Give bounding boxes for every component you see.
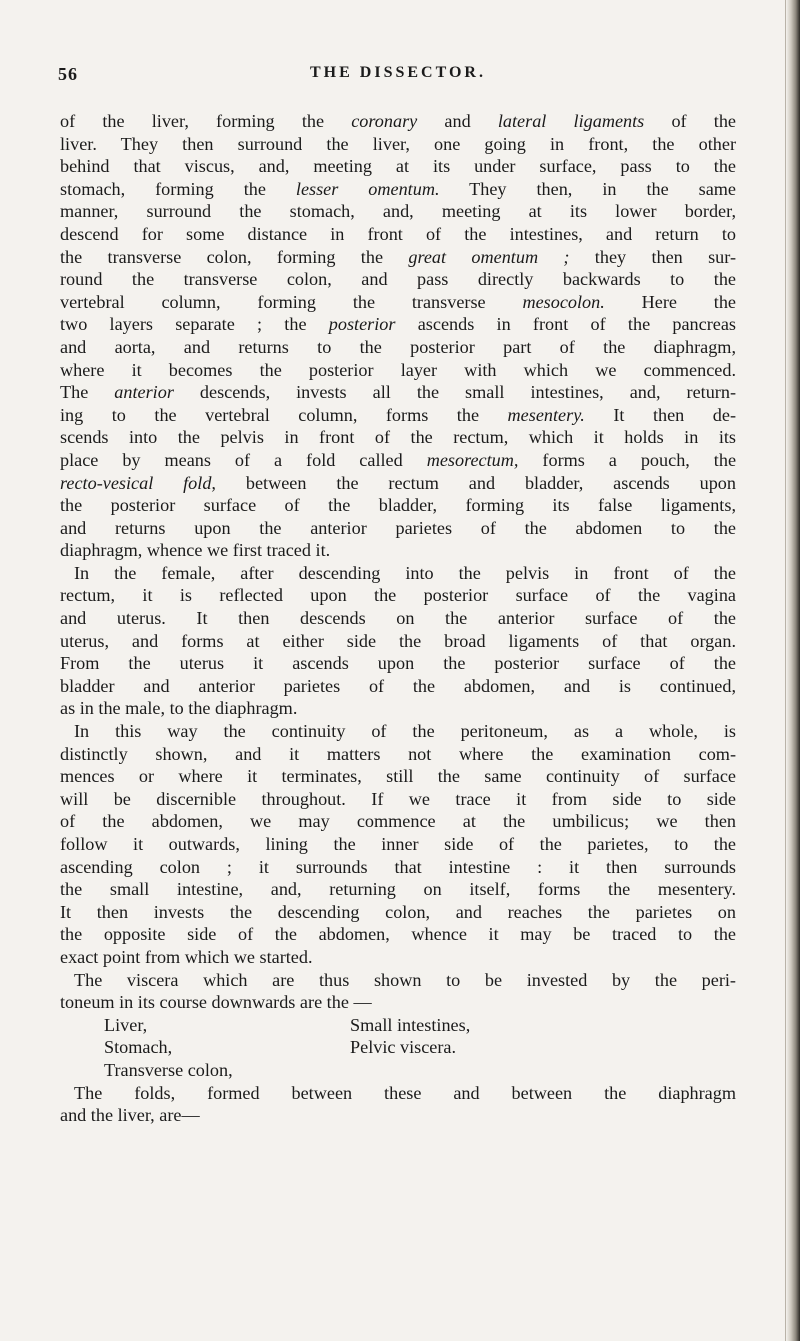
text-run: where it becomes the posterior layer with which we commenced. (60, 359, 736, 380)
text-line (60, 223, 736, 246)
text-line (60, 652, 736, 675)
text-line (60, 856, 736, 879)
text-line (60, 155, 736, 178)
text-run: toneum in its course downwards are the — (60, 992, 372, 1013)
text-run: ascending colon ; it surrounds that intestine : it then surrounds (60, 856, 736, 877)
text-line (60, 969, 736, 992)
text-run: ascends in front of the pancreas (395, 314, 736, 335)
text-line (60, 494, 736, 517)
text-run: liver. They then surround the liver, one going in front, the other (60, 133, 736, 154)
page-number: 56 (58, 64, 78, 84)
text-line (60, 449, 736, 472)
text-run: descend for some distance in front of the intestines, and return to (60, 223, 736, 244)
text-run: of the abdomen, we may commence at the umbilicus; we then (60, 811, 736, 832)
text-line (60, 200, 736, 223)
text-line (60, 110, 736, 133)
text-run: the transverse colon, forming the (60, 246, 409, 267)
text-line (60, 833, 736, 856)
page-edge-shadow (786, 0, 800, 1341)
text-line (60, 178, 736, 201)
text-run: The folds, formed between these and between the diaphragm (74, 1082, 736, 1103)
text-run: and (417, 111, 498, 131)
viscera-item: Transverse colon, (104, 1059, 233, 1080)
text-run: round the transverse colon, and pass directly backwards to the (60, 269, 736, 290)
text-line (60, 584, 736, 607)
text-run: manner, surround the stomach, and, meeting at its lower border, (60, 201, 736, 222)
text-run: of the liver, forming the (60, 111, 352, 131)
text-run: place by means of a fold called (60, 449, 427, 470)
italic-term: lateral ligaments (497, 111, 645, 131)
italic-term: lesser omentum. (295, 178, 440, 199)
text-line (60, 246, 736, 269)
text-run: From the uterus it ascends upon the posterior surface of the (60, 653, 736, 674)
viscera-row (60, 1014, 736, 1037)
text-line (60, 517, 736, 540)
text-run: In this way the continuity of the peritoneum, as a whole, is (74, 721, 736, 742)
text-line (60, 404, 736, 427)
text-line (60, 359, 736, 382)
text-run: It then invests the descending colon, and reaches the parietes on (60, 901, 736, 922)
text-run: as in the male, to the diaphragm. (60, 698, 298, 719)
italic-term: great omentum ; (408, 246, 570, 267)
text-run: the opposite side of the abdomen, whence it may be traced to the (60, 924, 736, 945)
text-line (60, 765, 736, 788)
text-run: and returns upon the anterior parietes of the abdomen to the (60, 517, 736, 538)
text-run: behind that viscus, and, meeting at its under surface, pass to the (60, 156, 736, 177)
text-run: In the female, after descending into the pelvis in front of the (74, 562, 736, 583)
text-line (60, 720, 736, 743)
text-line (60, 946, 736, 969)
text-run: between the rectum and bladder, ascends upon (215, 472, 736, 493)
text-run: bladder and anterior parietes of the abdomen, and is continued, (60, 675, 736, 696)
text-run: rectum, it is reflected upon the posterior surface of the vagina (60, 585, 736, 606)
viscera-list (60, 1014, 736, 1082)
text-run: The (60, 382, 115, 403)
text-line (60, 630, 736, 653)
text-line (60, 562, 736, 585)
text-line (60, 788, 736, 811)
text-run: exact point from which we started. (60, 946, 313, 967)
italic-term: mesorectum, (426, 449, 519, 470)
italic-term: mesentery. (507, 404, 585, 425)
text-run: Here the (604, 291, 737, 312)
text-run: The viscera which are thus shown to be invested by the peri- (74, 969, 736, 990)
text-run: two layers separate ; the (60, 314, 329, 335)
italic-term: coronary (351, 111, 418, 131)
text-line (60, 878, 736, 901)
italic-term: anterior (114, 382, 174, 403)
text-line (60, 313, 736, 336)
text-run: descends, invests all the small intestines, and, return- (173, 382, 736, 403)
text-run: forms a pouch, the (518, 449, 737, 470)
text-run: vertebral column, forming the transverse (60, 291, 523, 312)
body-text (60, 110, 736, 1127)
viscera-item: Small intestines, (350, 1014, 471, 1035)
text-line (60, 923, 736, 946)
text-line (60, 268, 736, 291)
text-run: of the (644, 111, 736, 131)
viscera-row (60, 1036, 736, 1059)
text-run: diaphragm, whence we first traced it. (60, 540, 331, 561)
text-line (60, 539, 736, 562)
text-line (60, 336, 736, 359)
text-line (60, 291, 736, 314)
text-run: they then sur- (569, 246, 736, 267)
text-line (60, 472, 736, 495)
italic-term: posterior (328, 314, 396, 335)
italic-term: mesocolon. (522, 291, 605, 312)
text-run: mences or where it terminates, still the same continuity of surface (60, 766, 736, 787)
text-run: scends into the pelvis in front of the rectum, which it holds in its (60, 427, 736, 448)
text-run: They then, in the same (439, 178, 736, 199)
text-line (60, 381, 736, 404)
text-run: ing to the vertebral column, forms the (60, 404, 508, 425)
text-line (60, 675, 736, 698)
viscera-item: Stomach, (104, 1037, 173, 1058)
text-run: uterus, and forms at either side the broad ligaments of that organ. (60, 630, 736, 651)
closing-text (60, 1082, 736, 1127)
text-run: and the liver, are— (60, 1105, 200, 1126)
text-line (60, 991, 736, 1014)
text-line (60, 743, 736, 766)
text-run: the posterior surface of the bladder, forming its false ligaments, (60, 495, 736, 516)
text-line (60, 607, 736, 630)
page-header (58, 64, 738, 88)
text-run: the small intestine, and, returning on itself, forms the mesentery. (60, 879, 736, 900)
text-run: stomach, forming the (60, 178, 296, 199)
text-run: and uterus. It then descends on the anterior surface of the (60, 608, 736, 629)
text-line (60, 1082, 736, 1105)
viscera-item: Liver, (104, 1014, 148, 1035)
text-line (60, 810, 736, 833)
text-run: will be discernible throughout. If we trace it from side to side (60, 788, 736, 809)
text-line (60, 901, 736, 924)
italic-term: recto-vesical fold, (60, 472, 216, 493)
running-title: THE DISSECTOR. (310, 64, 486, 81)
text-line (60, 426, 736, 449)
viscera-row (60, 1059, 736, 1082)
text-run: and aorta, and returns to the posterior part of the diaphragm, (60, 336, 736, 357)
text-run: It then de- (584, 404, 736, 425)
text-run: follow it outwards, lining the inner side of the parietes, to the (60, 834, 736, 854)
viscera-item: Pelvic viscera. (350, 1037, 457, 1058)
text-line (60, 697, 736, 720)
text-run: distinctly shown, and it matters not where the examination com- (60, 743, 736, 764)
main-text (60, 110, 736, 1014)
text-line (60, 133, 736, 156)
text-line (60, 1104, 736, 1127)
